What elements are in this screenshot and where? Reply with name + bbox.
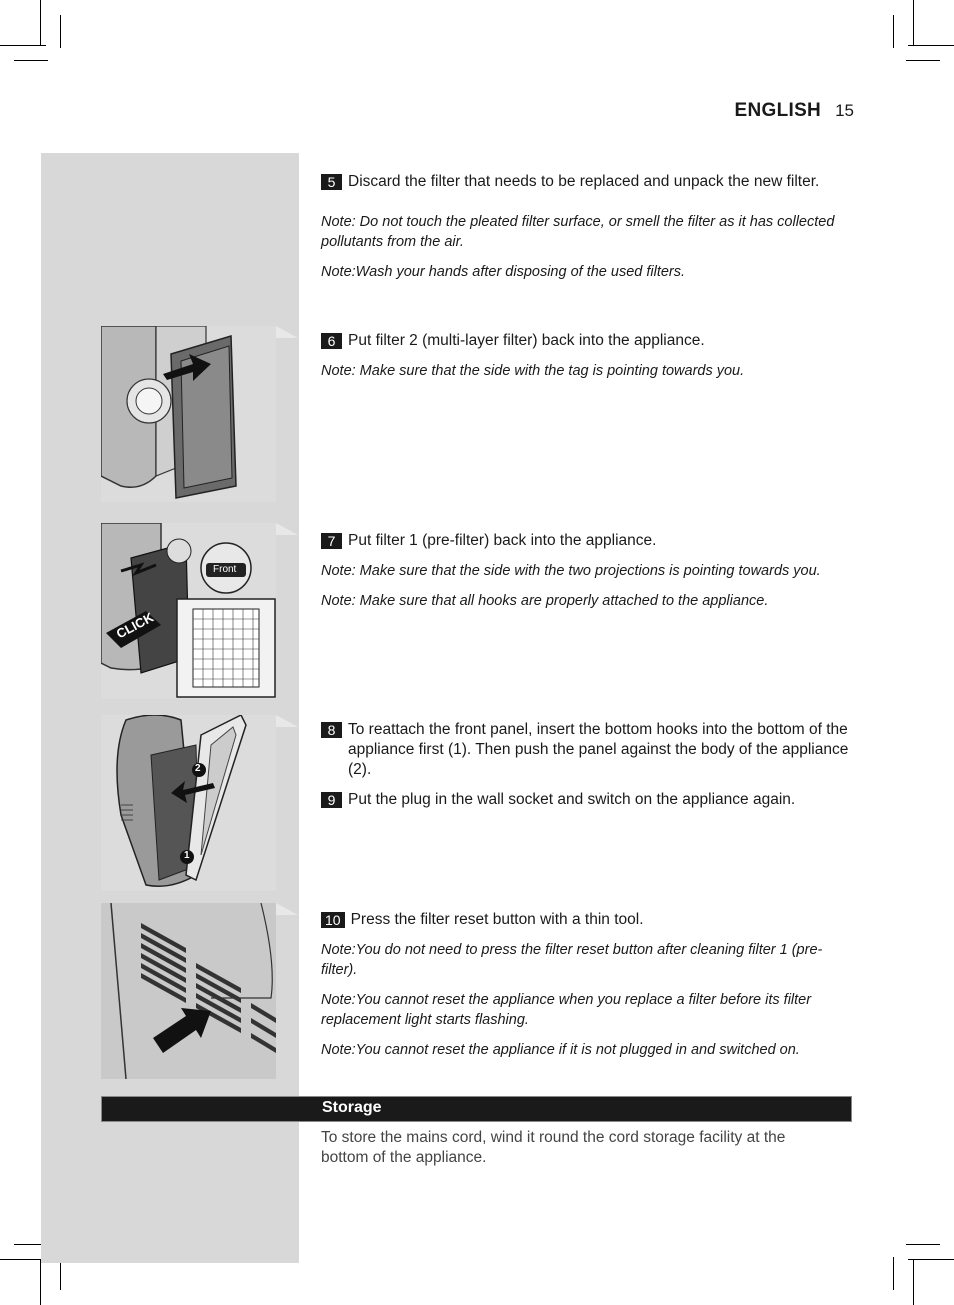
step-item [321, 172, 854, 192]
marker-1: 1 [184, 850, 190, 861]
section-step-7 [321, 531, 854, 611]
step-text: Press the filter reset button with a thin tool. [350, 911, 644, 928]
step-number: 8 [321, 722, 342, 738]
storage-title: Storage [322, 1099, 382, 1116]
illustration-pointer [276, 715, 298, 727]
step-text: Put filter 2 (multi-layer filter) back into the appliance. [348, 332, 705, 349]
crop-mark [60, 15, 61, 48]
prefilter-drawing [101, 523, 276, 699]
illustration-pointer [276, 326, 298, 338]
step-item [321, 331, 854, 351]
reset-button-drawing [101, 903, 276, 1079]
crop-mark [893, 1257, 894, 1290]
section-step-5 [321, 172, 854, 282]
section-step-10 [321, 910, 854, 1060]
illustration-front-panel [101, 715, 276, 891]
note: Note: Make sure that the side with the two projections is pointing towards you. [321, 563, 821, 579]
crop-mark [14, 60, 48, 61]
note: Note: Make sure that the side with the tag is pointing towards you. [321, 363, 745, 379]
step-number: 10 [321, 912, 345, 928]
front-label: Front [213, 564, 237, 575]
step-item [321, 531, 854, 551]
step-text: To reattach the front panel, insert the bottom hooks into the bottom of the appliance first (1). Then push the panel against the body of the appliance (2). [348, 721, 849, 778]
step-text: Discard the filter that needs to be replaced and unpack the new filter. [348, 173, 820, 190]
step-number: 7 [321, 533, 342, 549]
illustration-reset-button [101, 903, 276, 1079]
page-number: 15 [835, 101, 854, 120]
crop-mark [40, 1259, 41, 1305]
crop-mark [40, 0, 41, 46]
note: Note:You cannot reset the appliance if it is not plugged in and switched on. [321, 1042, 800, 1058]
crop-mark [906, 60, 940, 61]
crop-mark [913, 0, 914, 46]
click-label: CLICK [113, 609, 156, 642]
storage-heading-bar [101, 1096, 852, 1122]
step-item [321, 790, 854, 810]
crop-mark [893, 15, 894, 48]
illustration-filter-1 [101, 523, 276, 699]
appliance-filter-drawing [101, 326, 276, 502]
illustration-pointer [276, 523, 298, 535]
crop-mark [906, 1244, 940, 1245]
step-number: 9 [321, 792, 342, 808]
note: Note:You do not need to press the filter reset button after cleaning filter 1 (pre-filter). [321, 942, 823, 978]
step-item [321, 910, 854, 930]
section-step-6 [321, 331, 854, 381]
crop-mark [908, 1259, 954, 1260]
step-number: 6 [321, 333, 342, 349]
crop-mark [908, 45, 954, 46]
step-text: Put filter 1 (pre-filter) back into the appliance. [348, 532, 657, 549]
front-panel-drawing [101, 715, 276, 891]
illustration-filter-2 [101, 326, 276, 502]
storage-text: To store the mains cord, wind it round the cord storage facility at the bottom of the appliance. [321, 1129, 786, 1166]
marker-2: 2 [195, 763, 201, 774]
note: Note:Wash your hands after disposing of the used filters. [321, 264, 686, 280]
step-text: Put the plug in the wall socket and switch on the appliance again. [348, 791, 796, 808]
note: Note: Do not touch the pleated filter surface, or smell the filter as it has collected pollutants from the air. [321, 214, 835, 250]
page-header [735, 100, 854, 122]
step-number: 5 [321, 174, 342, 190]
illustration-pointer [276, 903, 298, 915]
crop-mark [913, 1259, 914, 1305]
note: Note: Make sure that all hooks are properly attached to the appliance. [321, 593, 769, 609]
step-item [321, 720, 854, 780]
note: Note:You cannot reset the appliance when you replace a filter before its filter replacement light starts flashing. [321, 992, 812, 1028]
section-step-8-9 [321, 720, 854, 810]
language-label: ENGLISH [734, 100, 822, 121]
